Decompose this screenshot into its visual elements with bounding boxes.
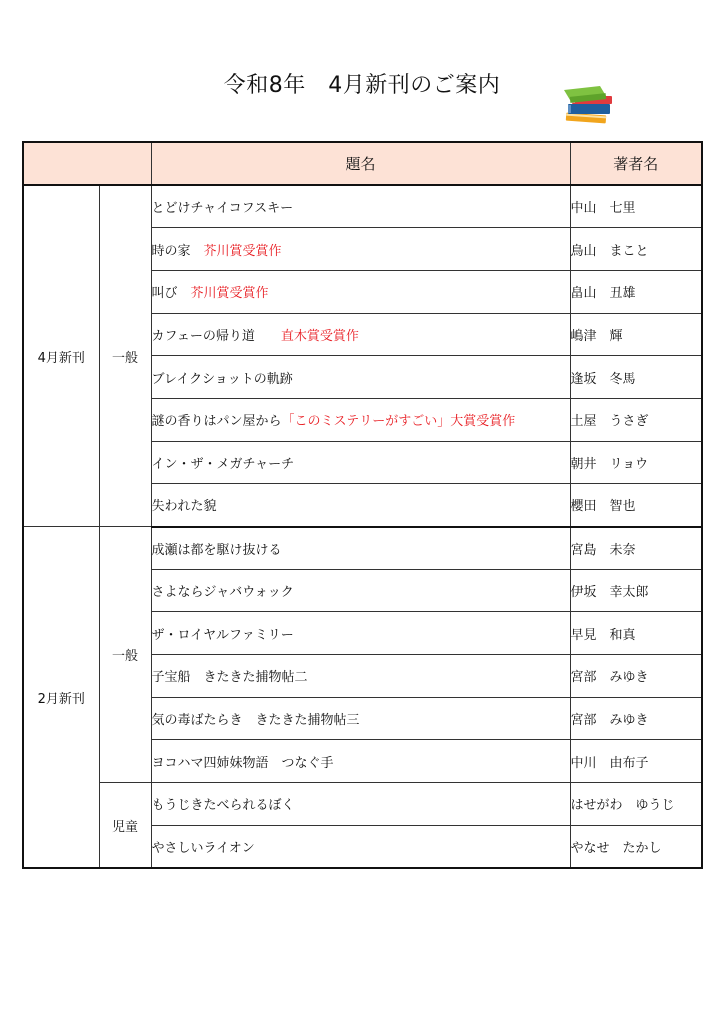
- book-title: さよならジャバウォック: [151, 585, 294, 601]
- book-title: ブレイクショットの軌跡: [151, 371, 293, 387]
- author-cell: 嶋津 輝: [570, 313, 702, 356]
- book-title-cell: [151, 527, 570, 570]
- group-label: 4月新刊: [23, 185, 99, 527]
- author-cell: 早見 和真: [570, 612, 702, 655]
- book-title-cell: [151, 270, 570, 313]
- book-title: 失われた貌: [151, 499, 217, 515]
- author-cell: 宮部 みゆき: [570, 655, 702, 698]
- book-title: イン・ザ・メガチャーチ: [151, 456, 295, 472]
- header-category: [23, 142, 151, 185]
- book-title: 気の毒ばたらき きたきた捕物帖三: [151, 713, 360, 729]
- author-cell: 鳥山 まこと: [570, 228, 702, 271]
- book-title: ヨコハマ四姉妹物語 つなぐ手: [151, 755, 334, 771]
- book-title-cell: [151, 740, 570, 783]
- table-row: [23, 527, 702, 570]
- author-cell: 畠山 丑雄: [570, 270, 702, 313]
- author-cell: 土屋 うさぎ: [570, 398, 702, 441]
- book-title: もうじきたべられるぼく: [151, 798, 295, 814]
- book-title: 成瀬は都を駆け抜ける: [151, 542, 282, 558]
- author-cell: 朝井 リョウ: [570, 441, 702, 484]
- header-author: 著者名: [570, 142, 702, 185]
- author-cell: 中川 由布子: [570, 740, 702, 783]
- subgroup-label: 児童: [99, 783, 151, 868]
- new-books-table: [22, 141, 703, 869]
- table-header-row: [23, 142, 702, 185]
- book-title-cell: [151, 313, 570, 356]
- award-note: 直木賞受賞作: [280, 328, 359, 344]
- author-cell: 中山 七里: [570, 185, 702, 228]
- table-row: [23, 783, 702, 826]
- subgroup-label: 一般: [99, 527, 151, 783]
- book-title-cell: [151, 356, 570, 399]
- author-cell: やなせ たかし: [570, 825, 702, 868]
- author-cell: 逢坂 冬馬: [570, 356, 702, 399]
- table-row: [23, 185, 702, 228]
- book-title: カフェーの帰り道: [151, 328, 255, 344]
- award-note: 芥川賞受賞作: [203, 243, 282, 259]
- book-title-cell: [151, 612, 570, 655]
- award-note: 芥川賞受賞作: [190, 286, 269, 302]
- book-title-cell: [151, 228, 570, 271]
- page-title: 令和8年 4月新刊のご案内: [223, 73, 501, 98]
- book-title-cell: [151, 655, 570, 698]
- book-title: ザ・ロイヤルファミリー: [151, 627, 294, 643]
- book-title: 子宝船 きたきた捕物帖二: [151, 670, 308, 686]
- author-cell: はせがわ ゆうじ: [570, 783, 702, 826]
- author-cell: 宮島 未奈: [570, 527, 702, 570]
- book-title-cell: [151, 484, 570, 527]
- book-title-cell: [151, 783, 570, 826]
- book-title-cell: [151, 697, 570, 740]
- book-title: とどけチャイコフスキー: [151, 201, 294, 217]
- book-title: 時の家: [151, 243, 191, 259]
- author-cell: 伊坂 幸太郎: [570, 569, 702, 612]
- author-cell: 櫻田 智也: [570, 484, 702, 527]
- book-title: 叫び: [151, 286, 178, 302]
- group-label: 2月新刊: [23, 527, 99, 869]
- book-title-cell: [151, 398, 570, 441]
- book-title-cell: [151, 569, 570, 612]
- award-note: 「このミステリーがすごい」大賞受賞作: [281, 414, 516, 430]
- book-title: 謎の香りはパン屋から: [151, 414, 282, 430]
- book-title-cell: [151, 825, 570, 868]
- author-cell: 宮部 みゆき: [570, 697, 702, 740]
- header-title: 題名: [151, 142, 570, 185]
- book-title-cell: [151, 441, 570, 484]
- book-title: やさしいライオン: [151, 840, 255, 856]
- book-title-cell: [151, 185, 570, 228]
- subgroup-label: 一般: [99, 185, 151, 527]
- stacked-books-icon: [560, 82, 616, 126]
